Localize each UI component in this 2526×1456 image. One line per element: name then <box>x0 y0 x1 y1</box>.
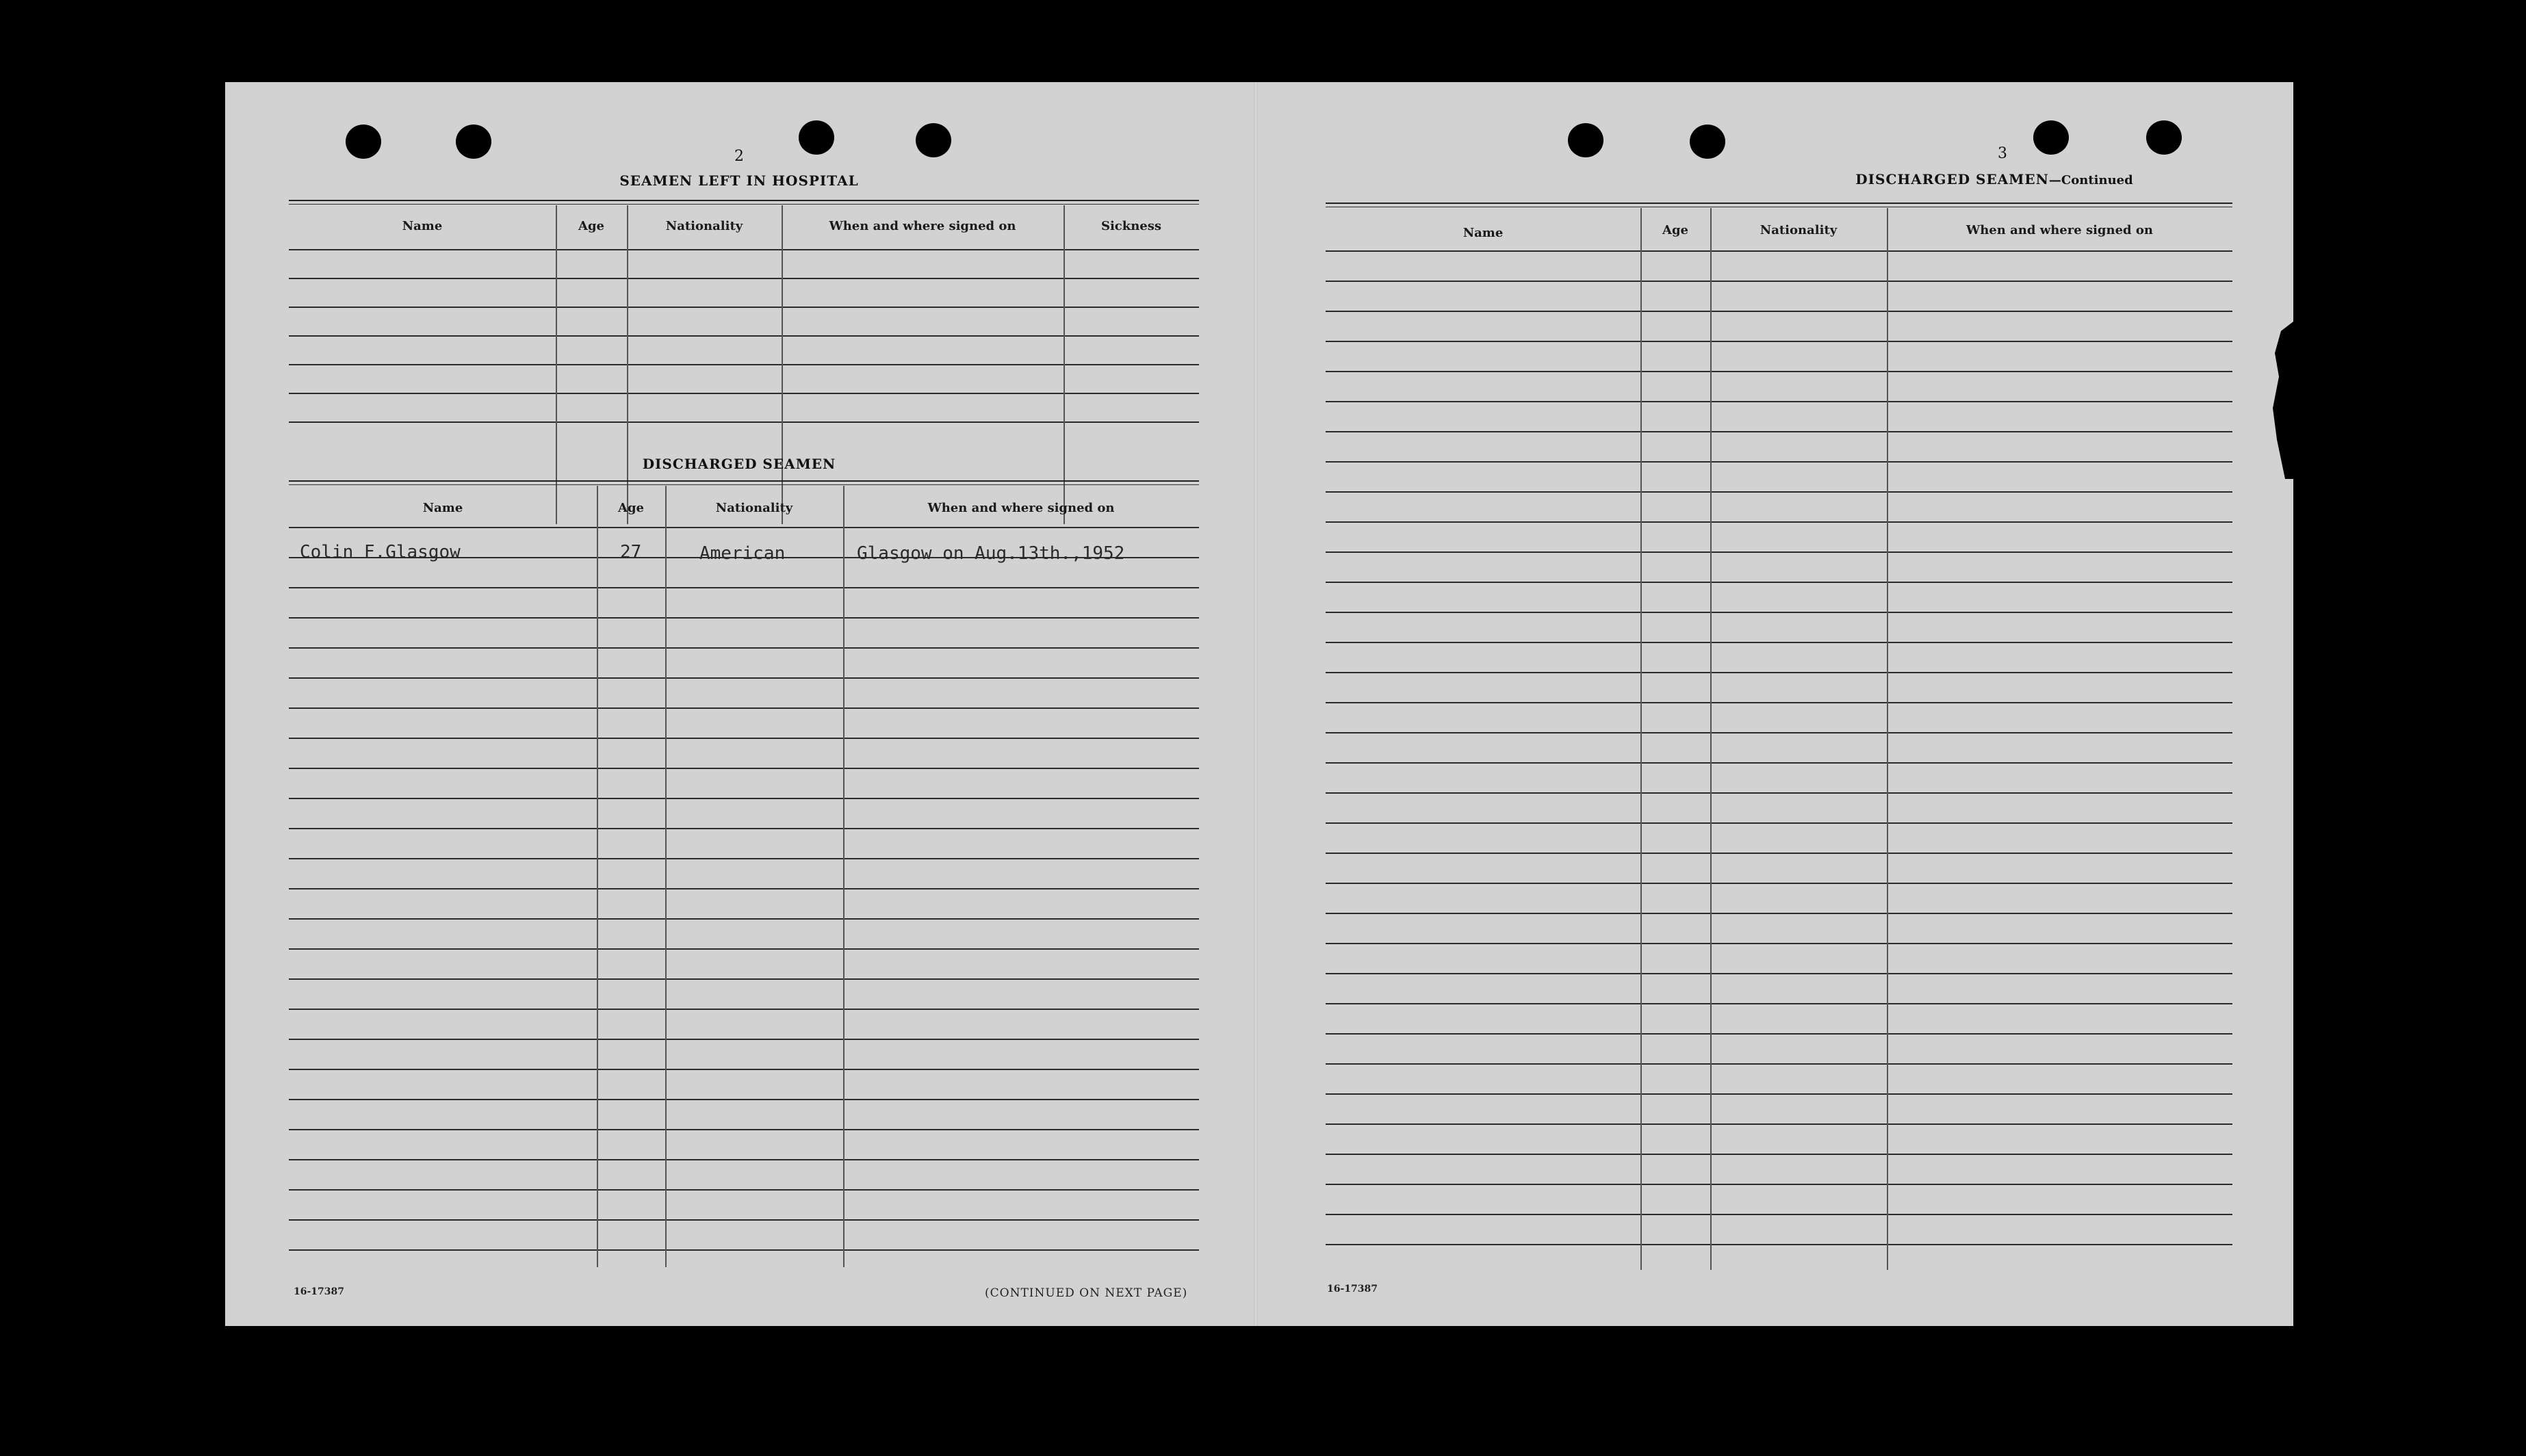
row-rule <box>289 335 1199 337</box>
hospital-table <box>289 200 1199 528</box>
row-rule <box>1326 401 2232 402</box>
row-rule <box>1326 521 2232 523</box>
row-rule <box>1326 642 2232 643</box>
row-rule <box>1326 1214 2232 1215</box>
column-rule <box>627 205 628 524</box>
row-rule <box>289 738 1199 739</box>
row-rule <box>1326 943 2232 944</box>
row-rule <box>1326 913 2232 914</box>
table-top-rule <box>289 200 1199 201</box>
row-rule <box>1326 1184 2232 1185</box>
column-rule <box>665 486 667 1267</box>
discharged-section-title: DISCHARGED SEAMEN <box>642 456 836 472</box>
col-header-name: Name <box>422 501 463 515</box>
row-rule <box>1326 883 2232 884</box>
row-rule <box>1326 612 2232 613</box>
row-rule <box>1326 341 2232 342</box>
row-rule <box>289 587 1199 588</box>
row-rule <box>1326 1244 2232 1245</box>
row-nationality: American <box>699 543 786 564</box>
table-top-rule <box>289 480 1199 482</box>
row-rule <box>289 1069 1199 1070</box>
row-rule <box>289 1249 1199 1251</box>
row-rule <box>1326 461 2232 463</box>
header-rule <box>289 249 1199 250</box>
punch-hole <box>799 120 834 155</box>
hospital-section-title: SEAMEN LEFT IN HOSPITAL <box>619 172 859 189</box>
row-rule <box>289 1159 1199 1160</box>
col-header-nationality: Nationality <box>1760 223 1838 237</box>
row-rule <box>289 828 1199 829</box>
row-age: 27 <box>620 542 642 562</box>
column-rule <box>1640 208 1642 1270</box>
column-rule <box>782 205 783 524</box>
row-rule <box>1326 431 2232 432</box>
punch-hole <box>2146 120 2182 155</box>
header-rule <box>1326 250 2232 252</box>
row-rule <box>289 858 1199 859</box>
col-header-sickness: Sickness <box>1100 219 1162 233</box>
row-rule <box>1326 1063 2232 1065</box>
title-main: DISCHARGED SEAMEN <box>1855 171 2049 187</box>
col-header-signed-on: When and where signed on <box>829 219 1016 233</box>
col-header-age: Age <box>617 501 644 515</box>
punch-hole <box>1690 125 1725 159</box>
row-rule <box>289 707 1199 709</box>
row-rule <box>1326 672 2232 673</box>
row-rule <box>289 278 1199 279</box>
row-rule <box>289 1039 1199 1040</box>
row-rule <box>289 393 1199 394</box>
table-top-rule <box>289 484 1199 485</box>
row-rule <box>1326 371 2232 372</box>
continued-note: (CONTINUED ON NEXT PAGE) <box>985 1286 1188 1300</box>
row-rule <box>289 948 1199 950</box>
row-rule <box>1326 1033 2232 1035</box>
col-header-nationality: Nationality <box>715 501 793 515</box>
row-rule <box>289 1099 1199 1100</box>
row-rule <box>1326 1093 2232 1095</box>
row-rule <box>289 798 1199 799</box>
right-page <box>1259 82 2293 1326</box>
row-signed-on: Glasgow on Aug.13th.,1952 <box>857 543 1125 564</box>
punch-hole <box>1568 123 1603 157</box>
column-rule <box>843 486 845 1267</box>
page-number: 3 <box>1998 145 2007 162</box>
header-rule <box>289 527 1199 528</box>
row-rule <box>289 557 1199 558</box>
row-rule <box>289 1129 1199 1130</box>
row-rule <box>289 617 1199 619</box>
row-rule <box>289 307 1199 308</box>
form-number: 16-17387 <box>1327 1284 1378 1295</box>
col-header-name: Name <box>402 219 443 233</box>
row-rule <box>289 1009 1199 1010</box>
col-header-nationality: Nationality <box>665 219 743 233</box>
row-rule <box>1326 1003 2232 1004</box>
row-rule <box>289 978 1199 980</box>
row-rule <box>1326 762 2232 764</box>
column-rule <box>1064 205 1065 524</box>
left-page <box>225 82 1256 1326</box>
row-rule <box>1326 822 2232 824</box>
row-rule <box>1326 281 2232 282</box>
page-number: 2 <box>734 148 744 165</box>
row-rule <box>1326 491 2232 493</box>
col-header-name: Name <box>1462 226 1504 240</box>
row-rule <box>1326 1123 2232 1125</box>
register-sheet <box>225 82 2293 1326</box>
row-rule <box>1326 853 2232 854</box>
punch-hole <box>346 125 381 159</box>
row-rule <box>1326 973 2232 974</box>
row-rule <box>1326 702 2232 703</box>
form-number: 16-17387 <box>294 1286 344 1297</box>
row-rule <box>289 888 1199 889</box>
discharged-continued-title <box>1738 171 2251 187</box>
punch-hole <box>456 125 491 159</box>
row-rule <box>289 918 1199 920</box>
row-rule <box>289 421 1199 423</box>
row-rule <box>1326 311 2232 312</box>
table-top-rule <box>1326 203 2232 204</box>
row-rule <box>289 1219 1199 1221</box>
row-rule <box>1326 1154 2232 1155</box>
table-top-rule <box>289 204 1199 205</box>
title-suffix: —Continued <box>2048 173 2133 187</box>
row-rule <box>289 677 1199 679</box>
row-rule <box>289 647 1199 649</box>
col-header-age: Age <box>1662 223 1688 237</box>
col-header-signed-on: When and where signed on <box>927 501 1115 515</box>
column-rule <box>556 205 557 524</box>
col-header-age: Age <box>578 219 604 233</box>
row-rule <box>289 364 1199 365</box>
torn-edge <box>2273 322 2293 479</box>
row-rule <box>1326 792 2232 794</box>
column-rule <box>1710 208 1712 1270</box>
row-rule <box>289 1189 1199 1191</box>
column-rule <box>597 486 598 1267</box>
col-header-signed-on: When and where signed on <box>1966 223 2153 237</box>
row-rule <box>1326 551 2232 553</box>
punch-hole <box>916 123 951 157</box>
discharged-table <box>289 480 1199 1279</box>
discharged-continued-table <box>1326 203 2232 1273</box>
row-rule <box>1326 582 2232 583</box>
center-fold <box>1254 82 1258 1326</box>
punch-hole <box>2033 120 2069 155</box>
row-name: Colin F.Glasgow <box>300 542 461 562</box>
row-rule <box>289 768 1199 769</box>
column-rule <box>1887 208 1888 1270</box>
row-rule <box>1326 732 2232 733</box>
